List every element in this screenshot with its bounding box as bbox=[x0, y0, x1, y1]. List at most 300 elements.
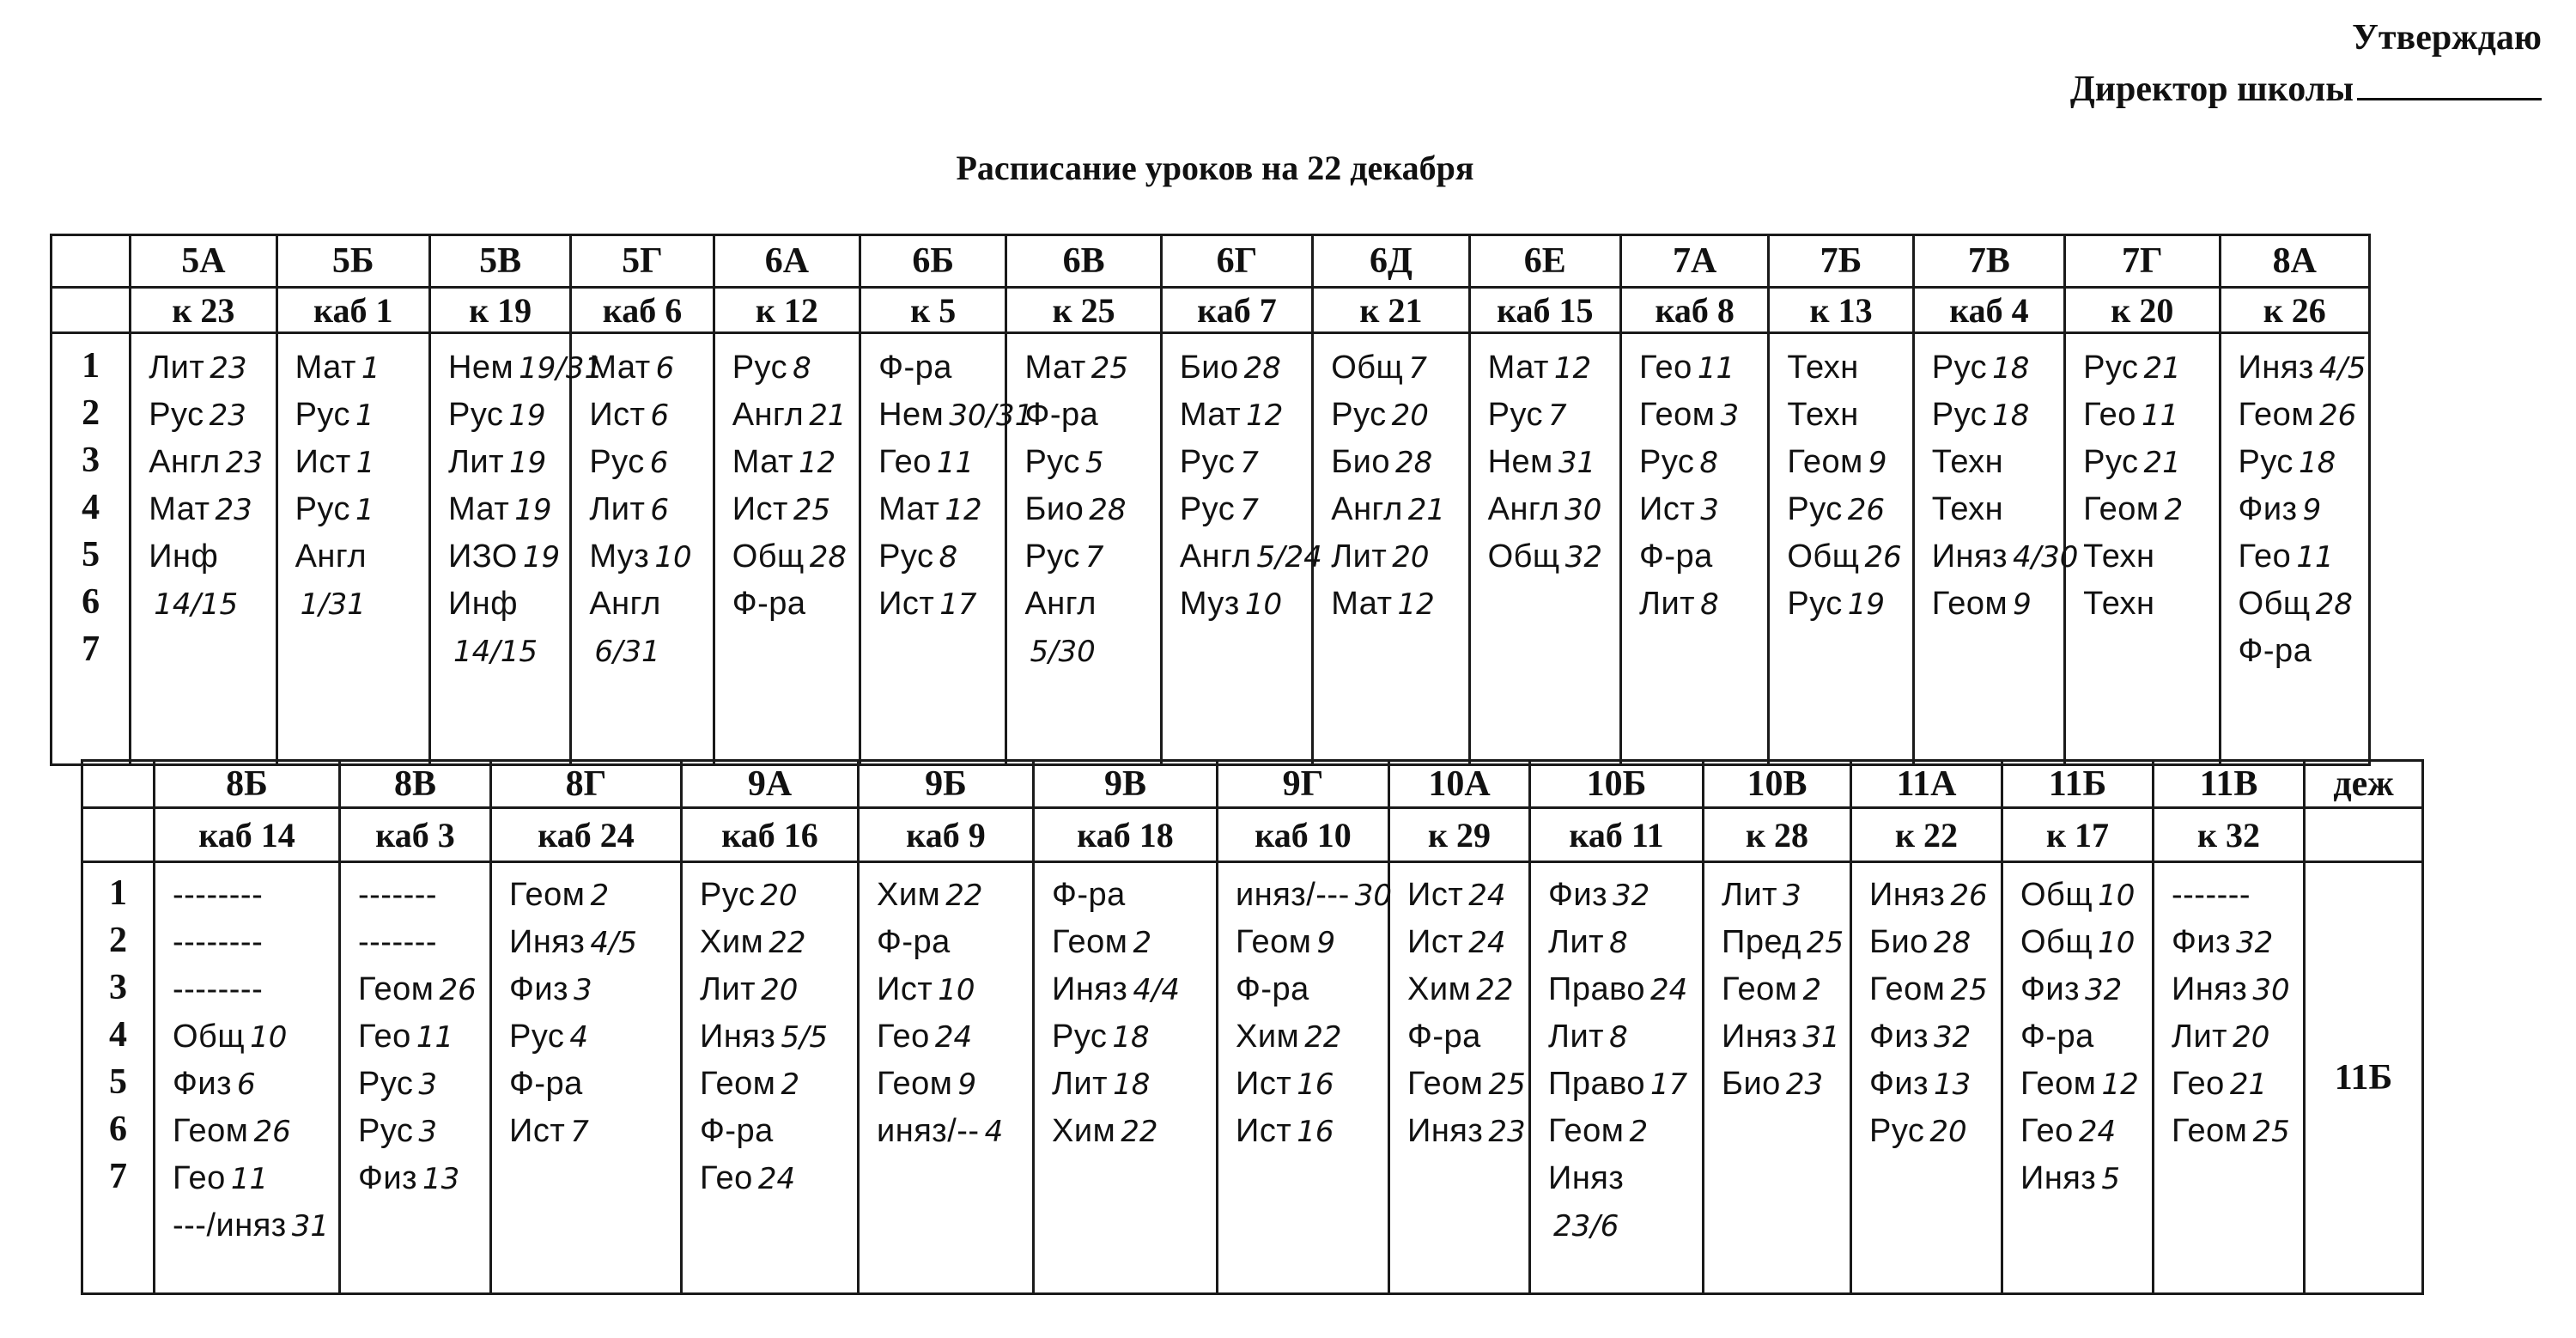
lesson-room: 9 bbox=[2302, 493, 2322, 527]
lesson-room: 30 bbox=[2252, 973, 2290, 1007]
lesson-subject: Геом bbox=[1787, 444, 1863, 480]
signature-blank bbox=[2357, 72, 2542, 100]
lesson-room: 24 bbox=[934, 1020, 973, 1055]
lesson-entry bbox=[278, 390, 428, 437]
lesson-entry bbox=[1471, 437, 1619, 484]
lesson-room: 8 bbox=[1609, 926, 1628, 960]
lesson-subject: Био bbox=[1331, 444, 1391, 480]
lesson-subject: Нем bbox=[447, 350, 514, 386]
class-lessons-column bbox=[571, 333, 714, 765]
lesson-subject: Лит bbox=[1548, 1019, 1605, 1055]
lesson-room: 28 bbox=[1089, 493, 1127, 527]
lesson-room: 23/6 bbox=[1553, 1209, 1619, 1244]
lesson-room: 19 bbox=[509, 446, 547, 480]
class-header: 10Б bbox=[1530, 761, 1704, 808]
lesson-subject: Англ bbox=[1331, 491, 1403, 527]
lesson-entry bbox=[861, 579, 1005, 626]
lesson-number: 4 bbox=[82, 488, 100, 527]
lesson-subject: Мат bbox=[1331, 586, 1393, 622]
class-lessons-column bbox=[1913, 333, 2079, 765]
lesson-entry bbox=[1314, 579, 1467, 626]
lesson-entry bbox=[278, 532, 428, 579]
duty-room-empty bbox=[2305, 808, 2423, 862]
lesson-entry bbox=[2003, 917, 2152, 964]
lesson-room: 26 bbox=[1950, 879, 1988, 913]
class-header: 7Г bbox=[2065, 235, 2220, 288]
class-header: 6Е bbox=[1469, 235, 1620, 288]
lesson-room: 21 bbox=[2143, 351, 2181, 386]
lesson-subject: Ф-ра bbox=[1639, 538, 1713, 575]
lesson-subject: Нем bbox=[1487, 444, 1553, 480]
lesson-subject: Хим bbox=[1236, 1019, 1300, 1055]
lesson-subject: Право bbox=[1548, 1066, 1645, 1102]
lesson-entry bbox=[683, 870, 857, 917]
lesson-subject: Право bbox=[1548, 971, 1645, 1007]
lesson-room: 22 bbox=[1304, 1020, 1342, 1055]
lesson-entry bbox=[1852, 1106, 2001, 1153]
lesson-subject: Мат bbox=[149, 491, 210, 527]
room-header: каб 6 bbox=[571, 288, 714, 333]
lesson-subject: Англ bbox=[1024, 586, 1097, 622]
lesson-entry bbox=[431, 626, 569, 673]
lesson-subject: Геом bbox=[1931, 586, 2008, 622]
lesson-entry bbox=[131, 484, 275, 532]
lesson-subject: Физ bbox=[1869, 1019, 1929, 1055]
lesson-room: 20 bbox=[1391, 398, 1429, 433]
lesson-room: 30/31 bbox=[949, 398, 1034, 433]
class-header: 7А bbox=[1621, 235, 1769, 288]
lesson-entry bbox=[1035, 1012, 1216, 1059]
lesson-room: 18 bbox=[2298, 446, 2336, 480]
class-lessons-column bbox=[1704, 862, 1851, 1294]
lesson-entry bbox=[715, 532, 859, 579]
lesson-room: 5 bbox=[2101, 1162, 2120, 1196]
lesson-room: 25 bbox=[1950, 973, 1988, 1007]
lesson-room: 13 bbox=[1934, 1067, 1971, 1102]
lesson-entry bbox=[1852, 1012, 2001, 1059]
lesson-entry bbox=[2154, 964, 2303, 1012]
lesson-subject: иняз/--- bbox=[1236, 877, 1350, 913]
lesson-room: 12 bbox=[2101, 1067, 2139, 1102]
class-lessons-column bbox=[429, 333, 604, 765]
lesson-number: 2 bbox=[82, 393, 100, 433]
lesson-entry bbox=[341, 917, 489, 964]
lesson-number: 1 bbox=[82, 346, 100, 386]
lesson-entry bbox=[1035, 917, 1216, 964]
lesson-subject: иняз/-- bbox=[877, 1113, 980, 1149]
lesson-room: 11 bbox=[2296, 540, 2334, 575]
lesson-room: 7 bbox=[1240, 446, 1259, 480]
class-lessons-column bbox=[2065, 333, 2220, 765]
lesson-room: 22 bbox=[769, 926, 806, 960]
lesson-room: 10 bbox=[250, 1020, 288, 1055]
lesson-room: 4/4 bbox=[1133, 973, 1181, 1007]
lesson-entry bbox=[1915, 484, 2063, 532]
lesson-entry bbox=[131, 579, 275, 626]
lesson-entry bbox=[155, 870, 338, 917]
lesson-subject: Физ bbox=[173, 1066, 233, 1102]
lesson-entry bbox=[2003, 1059, 2152, 1106]
lesson-entry bbox=[1035, 870, 1216, 917]
lesson-entry bbox=[1163, 390, 1311, 437]
lesson-entry bbox=[1035, 964, 1216, 1012]
lesson-subject: -------- bbox=[173, 924, 264, 960]
lesson-room: 2 bbox=[1629, 1115, 1649, 1149]
lesson-subject: Ист bbox=[1407, 924, 1464, 960]
lesson-room: 11 bbox=[1697, 351, 1735, 386]
lesson-room: 6 bbox=[650, 493, 670, 527]
lesson-entry bbox=[2154, 1059, 2303, 1106]
class-header: 6Б bbox=[860, 235, 1006, 288]
lesson-subject: Рус bbox=[295, 397, 350, 433]
lesson-entry bbox=[683, 917, 857, 964]
lesson-room: 4 bbox=[569, 1020, 589, 1055]
lesson-entry bbox=[1218, 964, 1388, 1012]
lesson-entry bbox=[2221, 626, 2368, 673]
lesson-entry bbox=[155, 964, 338, 1012]
lesson-entry bbox=[1035, 1059, 1216, 1106]
lesson-room: 25 bbox=[1806, 926, 1844, 960]
lesson-room: 3 bbox=[574, 973, 592, 1007]
lesson-room: 8 bbox=[939, 540, 958, 575]
lesson-subject: -------- bbox=[173, 971, 264, 1007]
lesson-subject: Био bbox=[1722, 1066, 1781, 1102]
lesson-entry bbox=[131, 532, 275, 579]
lesson-entry bbox=[1622, 484, 1767, 532]
lesson-room: 26 bbox=[253, 1115, 291, 1149]
lesson-entry bbox=[1314, 532, 1467, 579]
class-lessons-column bbox=[1851, 862, 2002, 1294]
lesson-entry bbox=[1622, 532, 1767, 579]
lesson-entry bbox=[431, 484, 569, 532]
lesson-room: 24 bbox=[1468, 879, 1506, 913]
room-header: к 21 bbox=[1313, 288, 1469, 333]
lesson-entry bbox=[1007, 532, 1159, 579]
lesson-subject: Иняз bbox=[700, 1019, 776, 1055]
room-header: каб 9 bbox=[859, 808, 1034, 862]
lesson-subject: Ист bbox=[732, 491, 788, 527]
lesson-room: 17 bbox=[1649, 1067, 1688, 1102]
lesson-subject: ---/иняз bbox=[173, 1207, 287, 1244]
lesson-entry bbox=[2154, 870, 2303, 917]
class-lessons-column bbox=[1389, 862, 1530, 1294]
lesson-subject: Физ bbox=[1869, 1066, 1929, 1102]
room-header: каб 15 bbox=[1469, 288, 1620, 333]
lesson-subject: Ф-ра bbox=[1407, 1019, 1481, 1055]
lesson-entry bbox=[1218, 1012, 1388, 1059]
lesson-subject: Геом bbox=[1722, 971, 1798, 1007]
lesson-entry bbox=[1704, 1059, 1850, 1106]
lesson-entry bbox=[1218, 870, 1392, 917]
lesson-room: 18 bbox=[1992, 398, 2030, 433]
lesson-room: 25 bbox=[1091, 351, 1128, 386]
corner-cell bbox=[52, 235, 131, 288]
lesson-subject: Техн bbox=[1931, 444, 2004, 480]
lesson-entry bbox=[1622, 390, 1767, 437]
room-header: каб 7 bbox=[1161, 288, 1312, 333]
lesson-entry bbox=[1915, 532, 2079, 579]
room-header: к 5 bbox=[860, 288, 1006, 333]
lesson-subject: Геом bbox=[700, 1066, 776, 1102]
class-lessons-column bbox=[1218, 862, 1392, 1294]
lesson-entry bbox=[1390, 1059, 1528, 1106]
room-header: к 20 bbox=[2065, 288, 2220, 333]
lesson-room: 23 bbox=[225, 446, 263, 480]
class-header: 8В bbox=[340, 761, 491, 808]
lesson-room: 24 bbox=[1468, 926, 1506, 960]
lesson-entry bbox=[1007, 390, 1159, 437]
lesson-subject: Геом bbox=[2172, 1113, 2248, 1149]
lesson-room: 3 bbox=[1700, 493, 1719, 527]
lesson-room: 26 bbox=[1864, 540, 1902, 575]
lesson-subject: Рус bbox=[700, 877, 756, 913]
lesson-subject: ------- bbox=[358, 924, 438, 960]
lesson-entry bbox=[131, 390, 275, 437]
duty-class: 11Б bbox=[2305, 862, 2423, 1294]
lesson-room: 25 bbox=[2252, 1115, 2290, 1149]
lesson-number-column bbox=[52, 333, 131, 765]
lesson-subject: Ф-ра bbox=[2020, 1019, 2094, 1055]
lesson-room: 6 bbox=[650, 398, 670, 433]
lesson-entry bbox=[1770, 484, 1911, 532]
lesson-subject: Физ bbox=[1548, 877, 1608, 913]
lesson-subject: Геом bbox=[1869, 971, 1946, 1007]
lesson-subject: Рус bbox=[1931, 397, 1988, 433]
lesson-room: 9 bbox=[2013, 587, 2032, 622]
lesson-subject: Геом bbox=[1639, 397, 1716, 433]
room-header: каб 18 bbox=[1034, 808, 1218, 862]
class-header: 7В bbox=[1913, 235, 2064, 288]
lesson-entry bbox=[861, 343, 1005, 390]
lesson-room: 18 bbox=[1113, 1067, 1151, 1102]
lesson-room: 17 bbox=[939, 587, 977, 622]
lesson-entry bbox=[2003, 1012, 2152, 1059]
lesson-room: 24 bbox=[757, 1162, 796, 1196]
lesson-entry bbox=[1531, 964, 1702, 1012]
lesson-entry bbox=[1770, 343, 1911, 390]
lesson-entry bbox=[492, 1012, 680, 1059]
lesson-room: 6 bbox=[649, 446, 669, 480]
lesson-room: 3 bbox=[1720, 398, 1740, 433]
lesson-entry bbox=[1007, 343, 1159, 390]
class-header: 11В bbox=[2154, 761, 2305, 808]
lesson-room: 28 bbox=[2315, 587, 2353, 622]
lesson-subject: Хим bbox=[1407, 971, 1472, 1007]
lesson-subject: ------- bbox=[358, 877, 438, 913]
lesson-room: 2 bbox=[781, 1067, 800, 1102]
lesson-entry bbox=[2221, 437, 2368, 484]
lesson-room: 1 bbox=[355, 493, 374, 527]
lesson-room: 2 bbox=[2164, 493, 2184, 527]
lesson-entry bbox=[2221, 343, 2368, 390]
lesson-subject: Общ bbox=[2020, 924, 2093, 960]
lesson-room: 19 bbox=[508, 398, 546, 433]
lesson-entry bbox=[1531, 1059, 1702, 1106]
lesson-room: 8 bbox=[1699, 446, 1719, 480]
lesson-entry bbox=[715, 390, 859, 437]
lesson-entry bbox=[278, 484, 428, 532]
lesson-room: 10 bbox=[654, 540, 692, 575]
lesson-room: 30 bbox=[1354, 879, 1392, 913]
lesson-subject: Иняз bbox=[1869, 877, 1946, 913]
lesson-room: 26 bbox=[2318, 398, 2357, 433]
lesson-room: 24 bbox=[1649, 973, 1688, 1007]
lesson-subject: Иняз bbox=[2172, 971, 2248, 1007]
lesson-subject: Ист bbox=[1236, 1113, 1292, 1149]
lesson-room: 7 bbox=[1548, 398, 1567, 433]
lesson-subject: Техн bbox=[1787, 350, 1859, 386]
lesson-subject: Англ bbox=[1487, 491, 1560, 527]
lesson-entry bbox=[431, 532, 569, 579]
room-header: каб 8 bbox=[1621, 288, 1769, 333]
lesson-entry bbox=[341, 1012, 489, 1059]
lesson-room: 12 bbox=[798, 446, 836, 480]
lesson-subject: Англ bbox=[295, 538, 368, 575]
lesson-room: 5/24 bbox=[1256, 540, 1322, 575]
corner-cell bbox=[52, 288, 131, 333]
lesson-subject: Ист bbox=[1407, 877, 1464, 913]
lesson-room: 23 bbox=[1785, 1067, 1824, 1102]
lesson-subject: Физ bbox=[509, 971, 569, 1007]
corner-cell bbox=[82, 761, 155, 808]
lesson-subject: Рус bbox=[1487, 397, 1544, 433]
lesson-room: 13 bbox=[422, 1162, 460, 1196]
class-header: 6А bbox=[714, 235, 860, 288]
lesson-entry bbox=[341, 1059, 489, 1106]
lesson-subject: Мат bbox=[1024, 350, 1086, 386]
lesson-entry bbox=[2154, 1012, 2303, 1059]
lesson-entry bbox=[2154, 1106, 2303, 1153]
lesson-subject: Англ bbox=[1179, 538, 1252, 575]
lesson-entry bbox=[341, 870, 489, 917]
lesson-subject: Лит bbox=[1639, 586, 1696, 622]
lesson-subject: Геом bbox=[1407, 1066, 1484, 1102]
lesson-subject: Ф-ра bbox=[732, 586, 806, 622]
lesson-entry bbox=[2003, 1153, 2152, 1201]
lesson-entry bbox=[572, 626, 712, 673]
lesson-subject: Общ bbox=[173, 1019, 246, 1055]
lesson-entry bbox=[2066, 484, 2218, 532]
lesson-entry bbox=[2221, 579, 2368, 626]
lesson-subject: Мат bbox=[732, 444, 793, 480]
lesson-entry bbox=[2003, 1106, 2152, 1153]
lesson-subject: Геом bbox=[2083, 491, 2160, 527]
lesson-entry bbox=[1163, 532, 1322, 579]
lesson-entry bbox=[860, 964, 1032, 1012]
lesson-entry bbox=[1390, 1106, 1528, 1153]
lesson-subject: Рус bbox=[447, 397, 504, 433]
lesson-entry bbox=[715, 579, 859, 626]
lesson-subject: Ист bbox=[1639, 491, 1696, 527]
lesson-room: 9 bbox=[1316, 926, 1336, 960]
lesson-entry bbox=[1770, 390, 1911, 437]
lesson-room: 20 bbox=[760, 879, 798, 913]
lesson-subject: ------- bbox=[2172, 877, 2251, 913]
lesson-subject: Техн bbox=[2083, 538, 2155, 575]
lesson-room: 7 bbox=[1084, 540, 1104, 575]
lesson-entry bbox=[1770, 532, 1911, 579]
lesson-entry bbox=[860, 1059, 1032, 1106]
lesson-room: 23 bbox=[1488, 1115, 1526, 1149]
lesson-subject: Ист bbox=[877, 971, 933, 1007]
lesson-entry bbox=[431, 437, 569, 484]
lesson-subject: Ист bbox=[1236, 1066, 1292, 1102]
lesson-room: 8 bbox=[793, 351, 811, 386]
lesson-number: 3 bbox=[109, 968, 127, 1007]
lesson-room: 5/30 bbox=[1030, 635, 1096, 669]
lesson-subject: Иняз bbox=[1407, 1113, 1484, 1149]
lesson-room: 3 bbox=[418, 1067, 438, 1102]
lesson-room: 12 bbox=[1397, 587, 1435, 622]
lesson-entry bbox=[1622, 437, 1767, 484]
lesson-entry bbox=[431, 390, 569, 437]
lesson-room: 10 bbox=[938, 973, 975, 1007]
lesson-subject: Иняз bbox=[509, 924, 586, 960]
lesson-room: 28 bbox=[1243, 351, 1281, 386]
lesson-room: 18 bbox=[1112, 1020, 1150, 1055]
lesson-number: 7 bbox=[82, 629, 100, 669]
lesson-subject: Иняз bbox=[2020, 1160, 2097, 1196]
lesson-room: 7 bbox=[570, 1115, 589, 1149]
room-header: каб 1 bbox=[276, 288, 429, 333]
class-lessons-column bbox=[2154, 862, 2305, 1294]
lesson-subject: Иняз bbox=[1931, 538, 2008, 575]
lesson-room: 12 bbox=[945, 493, 982, 527]
lesson-entry bbox=[341, 964, 489, 1012]
lesson-subject: Лит bbox=[700, 971, 756, 1007]
lesson-room: 20 bbox=[761, 973, 799, 1007]
lesson-subject: Ист bbox=[878, 586, 935, 622]
lesson-subject: Рус bbox=[2083, 444, 2139, 480]
lesson-entry bbox=[860, 917, 1032, 964]
lesson-subject: Лит bbox=[447, 444, 505, 480]
lesson-entry bbox=[860, 1012, 1032, 1059]
lesson-entry bbox=[1852, 964, 2001, 1012]
lesson-room: 11 bbox=[2141, 398, 2179, 433]
room-header: к 25 bbox=[1006, 288, 1161, 333]
lesson-entry bbox=[1314, 484, 1467, 532]
room-header: к 23 bbox=[131, 288, 276, 333]
lesson-subject: Ф-ра bbox=[1052, 877, 1126, 913]
lesson-entry bbox=[2221, 532, 2368, 579]
lesson-entry bbox=[2066, 532, 2218, 579]
lesson-subject: Хим bbox=[877, 877, 941, 913]
lesson-subject: Лит bbox=[1052, 1066, 1109, 1102]
lesson-subject: Рус bbox=[149, 397, 204, 433]
class-lessons-column bbox=[131, 333, 276, 765]
lesson-number: 7 bbox=[109, 1157, 127, 1196]
lesson-entry bbox=[1471, 343, 1619, 390]
lesson-subject: Геом bbox=[509, 877, 586, 913]
director-signature-line bbox=[2070, 64, 2542, 115]
lesson-subject: Англ bbox=[732, 397, 805, 433]
lesson-subject: Ист bbox=[509, 1113, 566, 1149]
lesson-subject: Общ bbox=[1331, 350, 1404, 386]
lesson-subject: Англ bbox=[589, 586, 661, 622]
class-header: 5Б bbox=[276, 235, 429, 288]
lesson-subject: Лит bbox=[2172, 1019, 2228, 1055]
lesson-room: 22 bbox=[1121, 1115, 1158, 1149]
lesson-subject: Муз bbox=[1179, 586, 1240, 622]
lesson-subject: -------- bbox=[173, 877, 264, 913]
room-header: к 29 bbox=[1389, 808, 1530, 862]
lesson-entry bbox=[341, 1106, 489, 1153]
class-lessons-column bbox=[682, 862, 859, 1294]
class-lessons-column bbox=[1530, 862, 1704, 1294]
lesson-subject: Геом bbox=[877, 1066, 953, 1102]
lesson-entry bbox=[1007, 626, 1159, 673]
room-header: к 19 bbox=[429, 288, 570, 333]
